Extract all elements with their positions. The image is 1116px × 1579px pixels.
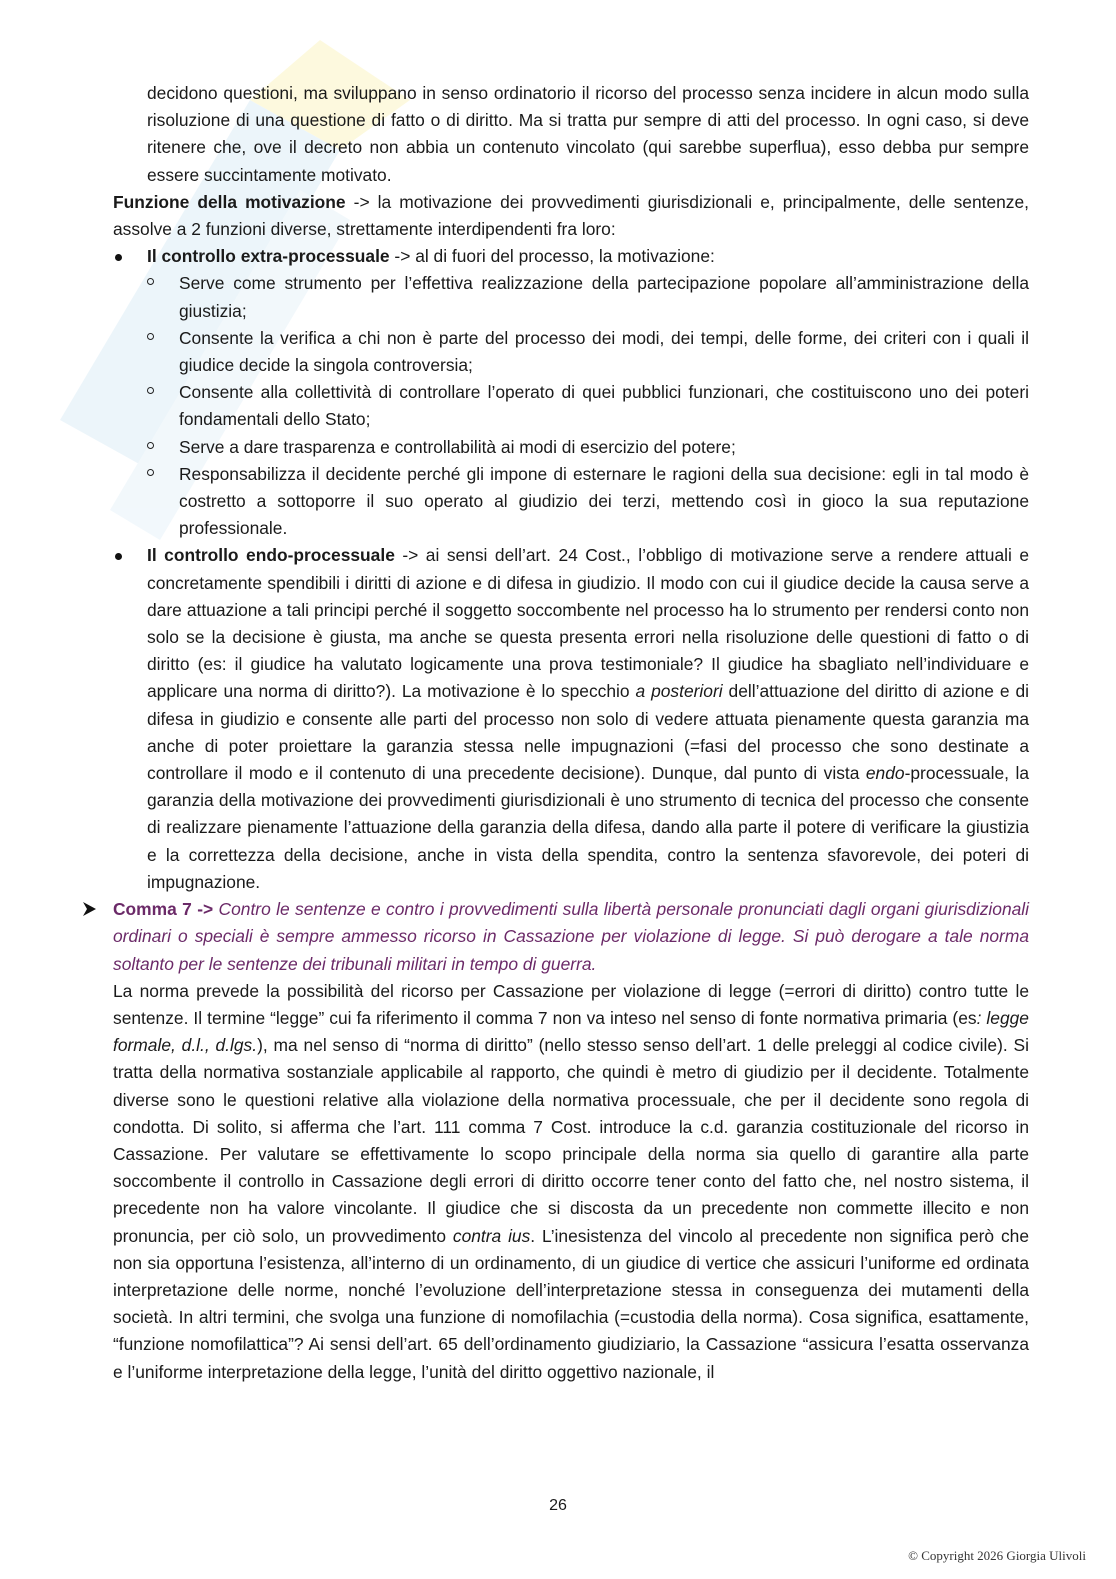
funzione-paragraph bbox=[113, 189, 1029, 243]
list-item-text: Consente la verifica a chi non è parte del processo dei modi, dei tempi, delle forme, dei criteri con i quali il giudice decide la singola controversia; bbox=[179, 327, 1029, 376]
circle-bullet-icon bbox=[147, 278, 154, 285]
comma-7-paragraph: La norma prevede la possibilità del ricorso per Cassazione per violazione di legge (=errori di diritto) contro tutte le sentenze. Il termine “legge” cui fa riferimento il comma 7 non va inteso nel senso di fonte normativa primaria (es: legge formale, d.l., d.lgs.), ma nel senso di “norma di diritto” (nello stesso senso dell’art. 1 delle preleggi al codice civile). Si tratta della normativa sostanziale applicabile al rapporto, che quindi è metro di giudizio per il decidente. Totalmente diverse sono le questioni relative alla violazione della normativa processuale, che per il decidente sono regola di condotta. Di solito, si afferma che l’art. 111 comma 7 Cost. introduce la c.d. garanzia costituzionale del ricorso in Cassazione. Per valutare se effettivamente lo scopo principale della norma sia quello di garantire alla parte soccombente il controllo in Cassazione degli errori di diritto occorre tener conto del fatto che, nel nostro sistema, il precedente non ha valore vincolante. Il giudice che si discosta da un precedente non commette illecito e non pronuncia, per ciò solo, un provvedimento contra ius. L’inesistenza del vincolo al precedente non significa però che non sia opportuna l’esistenza, all’interno di un ordinamento, di un giudice di vertice che assicuri l’uniforme ed ordinata interpretazione delle norme, nonché l’evoluzione dell’interpretazione stessa in conseguenza dei mutamenti della società. In altri termini, che svolga una funzione di nomofilachia (=custodia della norma). Cosa significa, esattamente, “funzione nomofilattica”? Ai sensi dell’art. 65 dell’ordinamento giudiziario, la Cassazione “assicura l’esatta osservanza e l’uniforme interpretazione della legge, l’unità del diritto oggettivo nazionale, il bbox=[113, 980, 1030, 1382]
list-item-text: Serve a dare trasparenza e controllabilità ai modi di esercizio del potere; bbox=[179, 436, 736, 457]
page-number: 26 bbox=[549, 1497, 567, 1514]
circle-bullet-icon bbox=[147, 469, 154, 476]
list-item-text: Serve come strumento per l’effettiva realizzazione della partecipazione popolare all’amministrazione della giustizia; bbox=[179, 273, 1029, 321]
extra-text: -> al di fuori del processo, la motivazione: bbox=[389, 246, 715, 267]
extra-label: Il controllo extra-processuale bbox=[147, 246, 390, 267]
endo-label: Il controllo endo-processuale bbox=[147, 545, 395, 566]
list-item-extra-processuale bbox=[113, 243, 1029, 270]
list-item bbox=[113, 270, 1029, 324]
list-item bbox=[113, 325, 1029, 379]
list-item-text: Consente alla collettività di controllare l’operato di quei pubblici funzionari, che costituiscono uno dei poteri fondamentali dello Stato; bbox=[179, 382, 1029, 430]
funzione-label: Funzione della motivazione bbox=[113, 191, 346, 212]
intro-paragraph: decidono questioni, ma sviluppano in senso ordinatorio il ricorso del processo senza incidere in alcun modo sulla risoluzione di una questione di fatto o di diritto. Ma si tratta pur sempre di atti del processo. In ogni caso, si deve ritenere che, ove il decreto non abbia un contenuto vincolato (qui sarebbe superflua), esso debba pur sempre essere succintamente motivato. bbox=[147, 83, 1029, 185]
bullet-icon bbox=[115, 254, 122, 261]
list-item bbox=[113, 461, 1029, 543]
funzione-text: -> la motivazione dei provvedimenti giurisdizionali e, principalmente, delle sentenze, assolve a 2 funzioni diverse, strettamente interdipendenti fra loro: bbox=[113, 191, 1029, 240]
comma-7-label: Comma 7 -> bbox=[113, 899, 214, 920]
list-item bbox=[113, 434, 1029, 461]
circle-bullet-icon bbox=[147, 387, 154, 394]
comma-7-section bbox=[113, 896, 1029, 1386]
list-item bbox=[113, 379, 1029, 433]
circle-bullet-icon bbox=[147, 442, 154, 449]
comma-7-quote: Contro le sentenze e contro i provvedimenti sulla libertà personale pronunciati dagli organi giurisdizionali ordinari o speciali è sempre ammesso ricorso in Cassazione per violazione di legge. Si può derogare a tale norma soltanto per le sentenze dei tribunali militari in tempo di guerra. bbox=[113, 899, 1030, 974]
list-item-text: Responsabilizza il decidente perché gli impone di esternare le ragioni della sua decisione: egli in tal modo è costretto a sottoporre il suo operato al giudizio dei terzi, mettendo così in gioco la sua reputazione professionale. bbox=[179, 463, 1029, 539]
bullet-icon bbox=[115, 553, 122, 560]
circle-bullet-icon bbox=[147, 333, 154, 340]
copyright-notice: © Copyright 2026 Giorgia Ulivoli bbox=[908, 1548, 1086, 1563]
arrow-bullet-icon bbox=[81, 901, 97, 917]
page-content bbox=[113, 80, 1029, 1386]
list-item-endo-processuale: Il controllo endo-processuale -> ai sensi dell’art. 24 Cost., l’obbligo di motivazione serve a rendere attuali e concretamente spendibili i diritti di azione e di difesa in giudizio. Il modo con cui il giudice decide la causa serve a dare attuazione a tali principi perché il soggetto soccombente nel processo ha lo strumento per rendersi conto non solo se la decisione è giusta, ma anche se questa presenta errori nella risoluzione delle questioni di fatto o di diritto (es: il giudice ha valutato logicamente una prova testimoniale? Il giudice ha sbagliato nell’individuare e applicare una norma di diritto?). La motivazione è lo specchio a posteriori dell’attuazione del diritto di azione e di difesa in giudizio e consente alle parti del processo non solo di vedere attuata pienamente questa garanzia ma anche di poter proiettare la garanzia stessa nelle impugnazioni (=fasi del processo che sono destinate a controllare il modo e il contenuto di una precedente decisione). Dunque, dal punto di vista endo-processuale, la garanzia della motivazione dei provvedimenti giurisdizionali è uno strumento di tecnica del processo che consente di realizzare pienamente l’attuazione della garanzia della difesa, dando alla parte il potere di verificare la giustizia e la correttezza della decisione, anche in vista della spendita, contro la sentenza sfavorevole, dei poteri di impugnazione. bbox=[113, 542, 1029, 896]
